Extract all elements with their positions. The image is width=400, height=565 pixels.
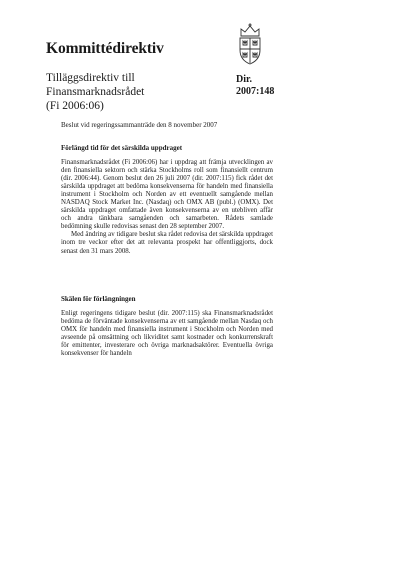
document-subtitle xyxy=(46,71,226,113)
section-reasons xyxy=(61,295,273,358)
body-paragraph: Enligt regeringens tidigare beslut (dir. 2007:115) ska Finansmarknadsrådet bedöma de förväntade konsekvenserna av ett samgående mellan Nasdaq och OMX för handeln med finansiella instrument i Stockholm och Norden med avseende på omsättning och likviditet samt kostnader och konkurrenskraft för emittenter, investerare och övriga marknadsaktörer. Eventuella övriga konsekvenser för handeln xyxy=(61,310,273,358)
directive-label: Dir. xyxy=(236,74,253,85)
government-emblem-icon xyxy=(233,22,267,66)
section-heading: Förlängd tid för det särskilda uppdraget xyxy=(61,144,183,152)
body-paragraph: Med ändring av tidigare beslut ska rådet redovisa det särskilda uppdraget inom tre veckor efter det att relevanta prospekt har offentliggjorts, dock senast den 31 mars 2008. xyxy=(61,231,273,255)
document-title: Kommittédirektiv xyxy=(46,40,164,57)
decision-line: Beslut vid regeringssammanträde den 8 november 2007 xyxy=(61,121,218,129)
section-heading: Skälen för förlängningen xyxy=(61,295,136,303)
subtitle-line: (Fi 2006:06) xyxy=(46,100,104,112)
body-paragraph: Finansmarknadsrådet (Fi 2006:06) har i uppdrag att främja utvecklingen av den finansiella sektorn och stärka Stockholms roll som finansiellt centrum (dir. 2006:44). Genom beslut den 26 juli 2007 (dir. 2007:115) fick rådet det särskilda uppdraget att bedöma konsekvenserna för handeln med finansiella instrument i Stockholm och Norden av ett eventuellt samgående mellan NASDAQ Stock Market Inc. (Nasdaq) och OMX AB (publ.) (OMX). Det särskilda uppdraget omfattade även konsekvenserna av en utebliven affär och andra tänkbara samgåenden och samarbeten. Rådets samlade bedömning skulle redovisas senast den 28 september 2007. xyxy=(61,159,273,231)
subtitle-line: Tilläggsdirektiv till Finansmarknadsrådet xyxy=(46,72,145,98)
directive-number: 2007:148 xyxy=(236,86,275,97)
section-extended-time xyxy=(61,144,273,256)
